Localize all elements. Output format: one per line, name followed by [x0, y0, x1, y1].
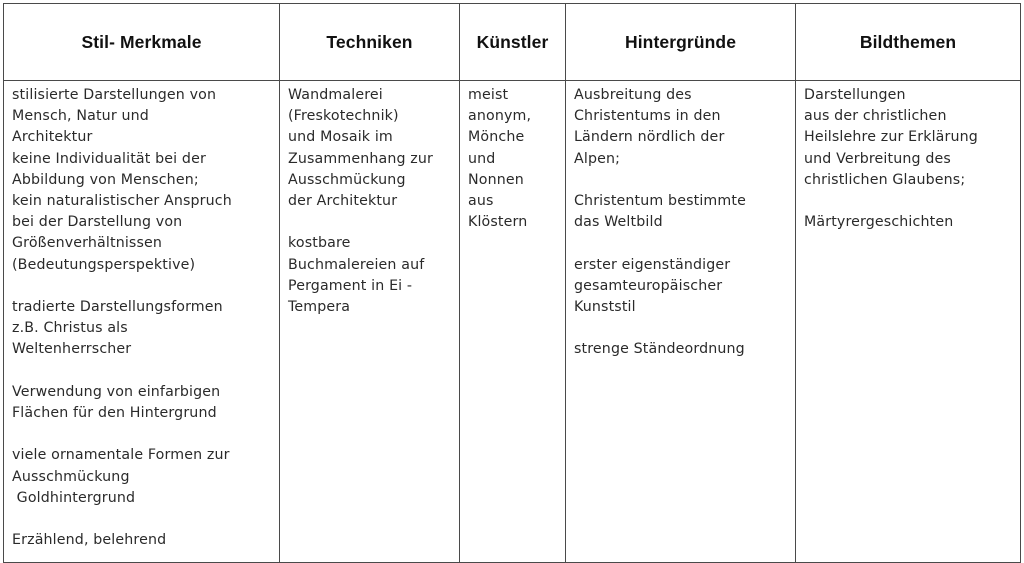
cell-line: Pergament in Ei - — [288, 277, 413, 294]
cell-line: Weltenherrscher — [12, 341, 132, 358]
cell-line: Abbildung von Menschen; — [12, 171, 199, 188]
cell-line: gesamteuropäischer — [574, 277, 723, 294]
cell-line: und Verbreitung des — [804, 150, 951, 167]
header-kuenstler: Künstler — [460, 4, 566, 81]
cell-line: Nonnen — [468, 171, 524, 188]
cell-line: Mensch, Natur und — [12, 108, 149, 125]
cell-line: Darstellungen — [804, 87, 906, 103]
cell-line: strenge Ständeordnung — [574, 341, 745, 358]
header-stil-merkmale: Stil- Merkmale — [4, 4, 280, 81]
cell-kuenstler — [460, 81, 566, 563]
cell-line: Ausbreitung des — [574, 87, 692, 103]
cell-line: der Architektur — [288, 193, 398, 210]
cell-line: Größenverhältnissen — [12, 235, 163, 252]
cell-line: tradierte Darstellungsformen — [12, 299, 223, 316]
cell-line: Flächen für den Hintergrund — [12, 405, 217, 422]
header-hintergruende: Hintergründe — [566, 4, 796, 81]
cell-line — [804, 191, 1016, 212]
cell-line: aus — [468, 193, 494, 210]
cell-line — [574, 233, 791, 254]
cell-line: christlichen Glaubens; — [804, 171, 966, 188]
cell-line: keine Individualität bei der — [12, 150, 206, 167]
cell-hintergruende-text — [566, 81, 795, 361]
cell-line — [12, 361, 275, 382]
cell-line: Architektur — [12, 129, 93, 146]
header-bildthemen: Bildthemen — [796, 4, 1021, 81]
cell-line: Zusammenhang zur — [288, 150, 434, 167]
cell-line: Wandmalerei — [288, 87, 383, 103]
cell-line: kostbare — [288, 235, 351, 252]
cell-stil-merkmale — [4, 81, 280, 563]
header-row — [4, 4, 1021, 81]
cell-line — [574, 318, 791, 339]
cell-line: stilisierte Darstellungen von — [12, 87, 217, 103]
cell-line — [12, 424, 275, 445]
cell-line: kein naturalistischer Anspruch — [12, 193, 232, 210]
cell-bildthemen — [796, 81, 1021, 563]
cell-line — [574, 170, 791, 191]
cell-line: bei der Darstellung von — [12, 214, 183, 231]
cell-line: anonym, — [468, 108, 532, 125]
cell-techniken — [280, 81, 460, 563]
cell-stil-merkmale-text — [4, 81, 279, 551]
cell-line: viele ornamentale Formen zur — [12, 447, 230, 464]
cell-line: erster eigenständiger — [574, 256, 731, 273]
cell-line: Mönche — [468, 129, 525, 146]
cell-line: Verwendung von einfarbigen — [12, 383, 221, 400]
cell-techniken-text — [280, 81, 459, 318]
cell-line: Ländern nördlich der — [574, 129, 725, 146]
cell-line: Alpen; — [574, 150, 621, 167]
cell-line: Ausschmückung — [12, 468, 130, 485]
cell-line: z.B. Christus als — [12, 320, 128, 337]
cell-line: Heilslehre zur Erklärung — [804, 129, 978, 146]
header-techniken: Techniken — [280, 4, 460, 81]
cell-line: Ausschmückung — [288, 171, 406, 188]
cell-line: Christentum bestimmte — [574, 193, 746, 209]
cell-line: Klöstern — [468, 214, 528, 231]
cell-line: Märtyrergeschichten — [804, 214, 954, 231]
cell-bildthemen-text — [796, 81, 1020, 233]
cell-kuenstler-text — [460, 81, 565, 233]
cell-line: Kunststil — [574, 299, 636, 315]
cell-line: und Mosaik im — [288, 129, 393, 146]
cell-line: meist — [468, 87, 509, 103]
cell-line: und — [468, 150, 496, 167]
cell-line: Goldhintergrund — [12, 489, 136, 506]
cell-line: Buchmalereien auf — [288, 256, 425, 273]
cell-line: das Weltbild — [574, 214, 663, 231]
cell-line — [12, 276, 275, 297]
cell-hintergruende — [566, 81, 796, 563]
cell-line: Tempera — [288, 299, 351, 316]
content-row — [4, 81, 1021, 563]
cell-line: (Bedeutungsperspektive) — [12, 256, 196, 273]
art-style-table — [3, 3, 1021, 563]
cell-line: Erzählend, belehrend — [12, 532, 167, 549]
cell-line: (Freskotechnik) — [288, 108, 399, 125]
cell-line — [12, 509, 275, 530]
cell-line: aus der christlichen — [804, 108, 947, 125]
cell-line — [288, 212, 455, 233]
cell-line: Christentums in den — [574, 108, 721, 125]
